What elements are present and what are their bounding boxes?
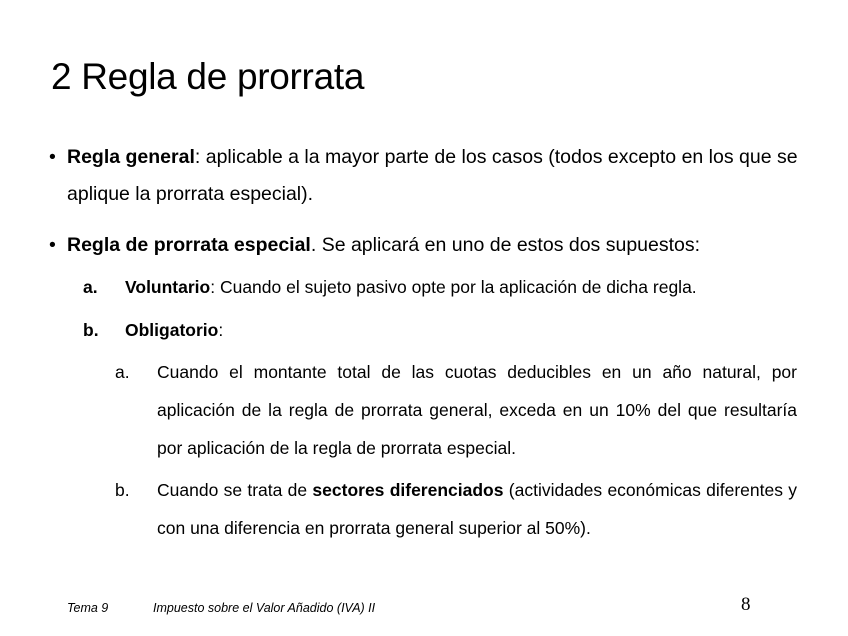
sub-item-text: : Cuando el sujeto pasivo opte por la aplicación de dicha regla. bbox=[210, 277, 697, 297]
bullet-text: : aplicable a la mayor parte de los casos (todos excepto en los que se aplique la prorrata especial). bbox=[67, 146, 798, 205]
bullet-regla-prorrata-especial bbox=[49, 227, 799, 264]
footer-topic: Tema 9 bbox=[67, 601, 109, 615]
slide-title: 2 Regla de prorrata bbox=[51, 56, 365, 97]
sub-sub-item-marker: b. bbox=[115, 480, 130, 500]
sub-sub-item-text-before: Cuando se trata de bbox=[157, 480, 313, 500]
sub-sub-item-text-after: (actividades económicas diferentes y con una diferencia en prorrata general superior al 50%). bbox=[157, 480, 798, 538]
bullet-dot: • bbox=[49, 146, 56, 168]
sub-sub-item-marker: a. bbox=[115, 362, 130, 382]
sub-item-bold-term: Voluntario bbox=[125, 277, 211, 297]
sub-item-obligatorio bbox=[83, 312, 224, 348]
bullet-bold-term: Regla general bbox=[67, 146, 195, 168]
bullet-dot: • bbox=[49, 234, 56, 256]
sub-item-text: : bbox=[218, 320, 224, 340]
bullet-bold-term: Regla de prorrata especial bbox=[67, 234, 311, 256]
footer bbox=[67, 601, 375, 615]
sub-item-marker: a. bbox=[83, 277, 98, 297]
sub-item-bold-term: Obligatorio bbox=[125, 320, 219, 340]
sub-sub-item-bold-term: sectores diferenciados bbox=[312, 480, 504, 500]
sub-item-marker: b. bbox=[83, 320, 99, 340]
sub-item-voluntario bbox=[83, 269, 697, 305]
bullet-regla-general bbox=[49, 139, 799, 213]
sub-sub-item-sectores-diferenciados bbox=[115, 471, 798, 547]
bullet-text: . Se aplicará en uno de estos dos supuestos: bbox=[310, 234, 701, 256]
sub-sub-item-text: Cuando el montante total de las cuotas deducibles en un año natural, por aplicación de la regla de prorrata general, exceda en un 10% del que resultaría por aplicación de la regla de prorrata especial. bbox=[157, 362, 797, 458]
sub-sub-item-exceso-deducciones bbox=[115, 353, 797, 467]
page-number: 8 bbox=[741, 594, 751, 615]
footer-subject: Impuesto sobre el Valor Añadido (IVA) II bbox=[153, 601, 376, 615]
